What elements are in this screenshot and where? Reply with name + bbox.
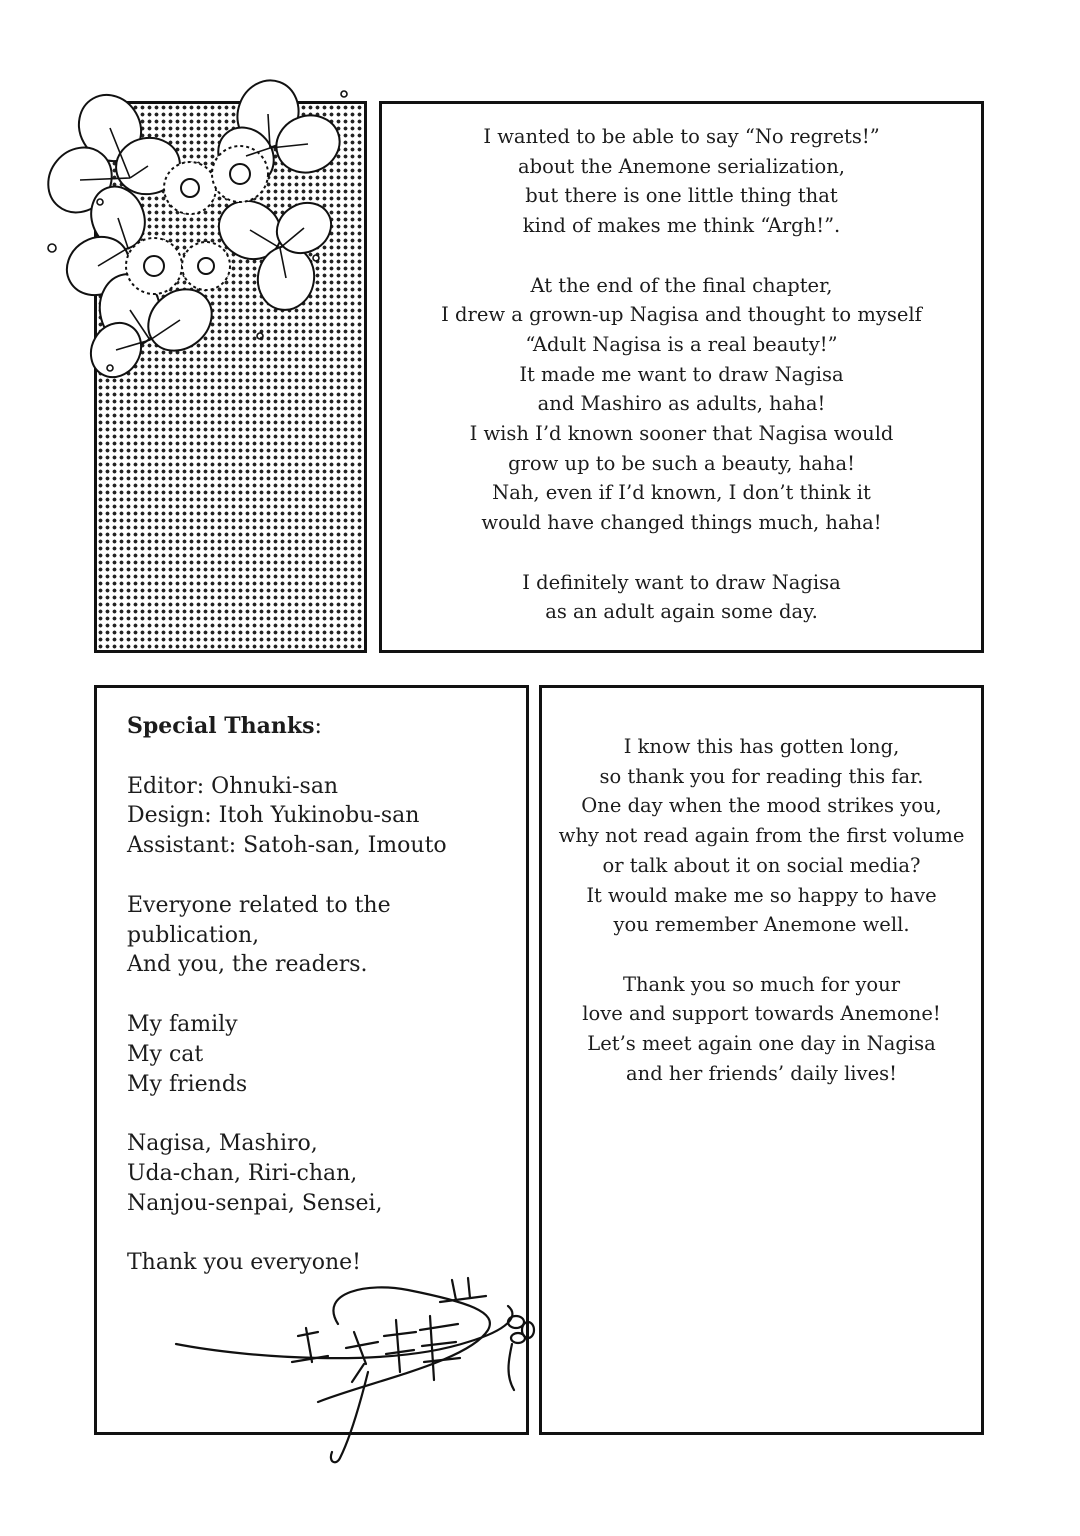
text-line: as an adult again some day.	[545, 600, 818, 624]
special-thanks-text	[127, 712, 516, 1278]
text-line: I wanted to be able to say “No regrets!”	[483, 125, 880, 148]
text-line	[127, 1219, 516, 1249]
text-line: Editor: Ohnuki-san	[127, 773, 339, 799]
text-line: One day when the mood strikes you,	[581, 794, 942, 818]
text-line: I drew a grown-up Nagisa and thought to myself	[441, 303, 922, 327]
author-signature-drawing	[168, 1272, 538, 1472]
text-line: or talk about it on social media?	[602, 853, 921, 877]
text-line	[127, 861, 516, 891]
text-line: you remember Anemone well.	[613, 913, 910, 937]
text-line	[382, 538, 981, 568]
text-line	[127, 1099, 516, 1129]
closing-message-text	[542, 732, 981, 1088]
text-line: grow up to be such a beauty, haha!	[508, 451, 855, 475]
text-line: Nagisa, Mashiro,	[127, 1131, 318, 1157]
text-line: about the Anemone serialization,	[518, 154, 845, 178]
text-line: kind of makes me think “Argh!”.	[522, 214, 841, 238]
text-line: Nanjou-senpai, Sensei,	[127, 1190, 383, 1216]
text-line: At the end of the final chapter,	[530, 273, 833, 297]
text-line: I know this has gotten long,	[623, 735, 900, 758]
clover-flower-illustration	[40, 78, 370, 388]
text-line: Assistant: Satoh-san, Imouto	[127, 833, 447, 859]
text-line: Nah, even if I’d known, I don’t think it	[492, 481, 871, 505]
text-line	[382, 241, 981, 271]
text-line: Uda-chan, Riri-chan,	[127, 1160, 358, 1186]
text-line: I definitely want to draw Nagisa	[522, 570, 841, 594]
text-line: My cat	[127, 1041, 204, 1067]
afterword-message-text	[382, 122, 981, 627]
text-line: but there is one little thing that	[525, 184, 838, 208]
text-line: and Mashiro as adults, haha!	[537, 392, 826, 416]
text-line: It made me want to draw Nagisa	[519, 362, 844, 386]
closing-message-panel	[539, 685, 984, 1435]
text-line: Everyone related to the	[127, 892, 391, 918]
text-line: Thank you everyone!	[127, 1250, 361, 1276]
afterword-message-panel	[379, 101, 984, 653]
text-line: It would make me so happy to have	[586, 883, 937, 907]
text-line	[127, 980, 516, 1010]
text-line	[127, 742, 516, 772]
text-line: love and support towards Anemone!	[582, 1002, 941, 1026]
heading-colon: :	[314, 714, 322, 739]
text-line: My family	[127, 1011, 238, 1037]
text-line: so thank you for reading this far.	[599, 764, 924, 788]
text-line	[542, 940, 981, 970]
text-line: and her friends’ daily lives!	[626, 1061, 897, 1085]
text-line: Let’s meet again one day in Nagisa	[587, 1032, 936, 1056]
text-line: Design: Itoh Yukinobu-san	[127, 803, 420, 829]
text-line: My friends	[127, 1071, 248, 1097]
text-line: “Adult Nagisa is a real beauty!”	[525, 332, 838, 356]
heading-label: Special Thanks	[127, 713, 315, 739]
text-line: why not read again from the first volume	[558, 824, 965, 848]
text-line: Thank you so much for your	[622, 972, 901, 996]
text-line: And you, the readers.	[127, 952, 368, 978]
text-line: publication,	[127, 922, 260, 948]
text-line: would have changed things much, haha!	[481, 511, 882, 535]
text-line: I wish I’d known sooner that Nagisa would	[469, 422, 894, 446]
special-thanks-heading	[127, 712, 516, 742]
